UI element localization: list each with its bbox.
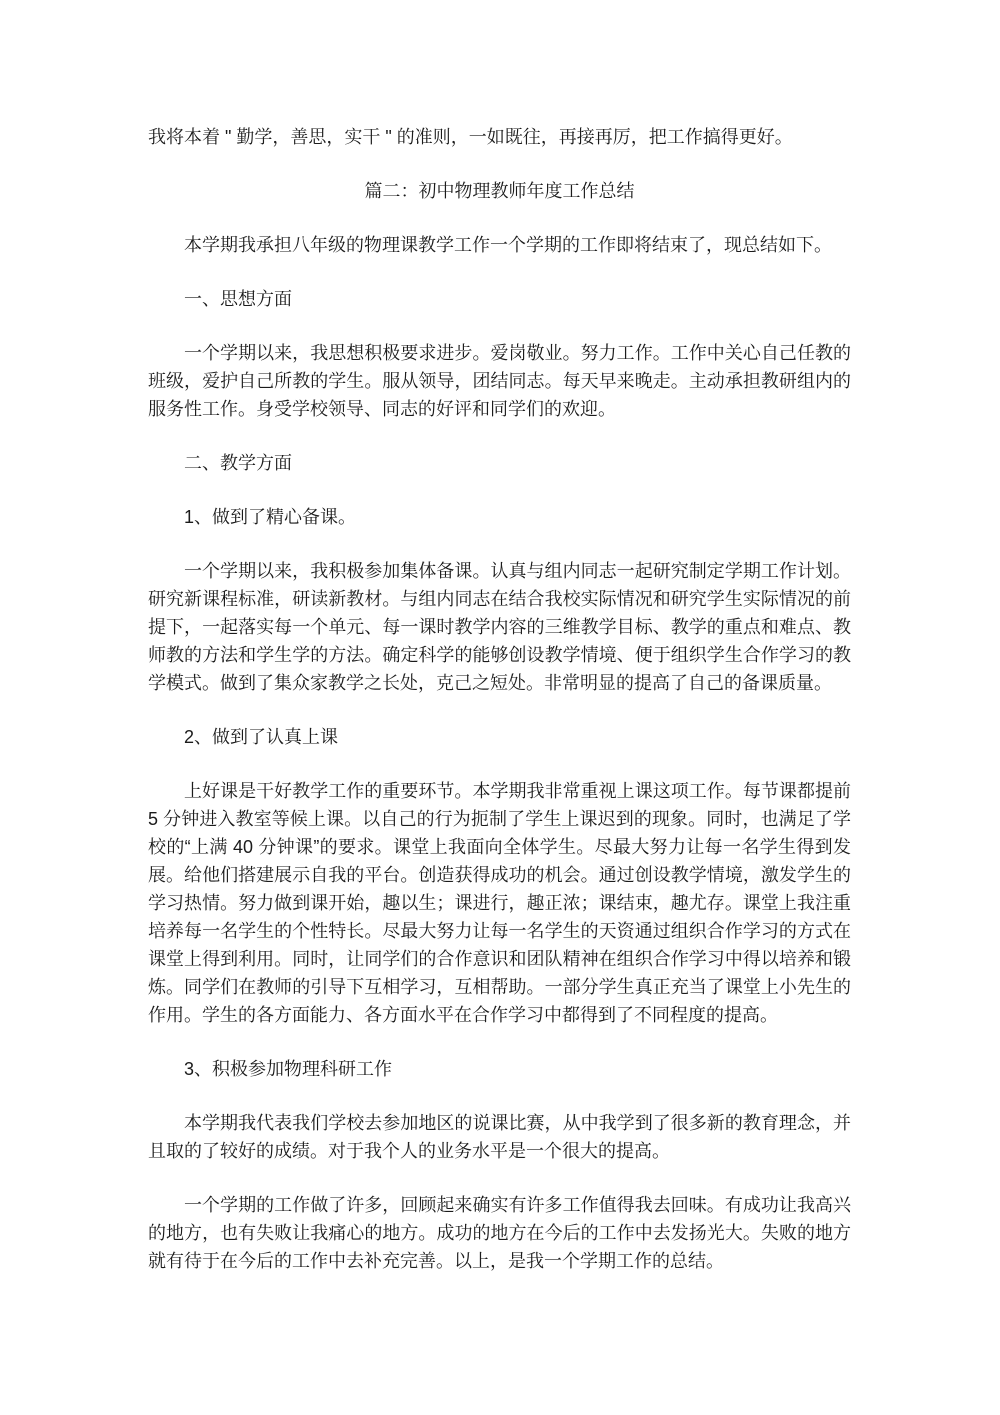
- paragraph-conclusion: 一个学期的工作做了许多，回顾起来确实有许多工作值得我去回味。有成功让我高兴的地方，也有失败让我痛心的地方。成功的地方在今后的工作中去发扬光大。失败的地方就有待于在今后的工作中去补充完善。以上，是我一个学期工作的总结。: [148, 1195, 851, 1271]
- subsection-heading-class-teaching: 2、做到了认真上课: [184, 727, 339, 747]
- section-heading-thought: 一、思想方面: [184, 289, 292, 309]
- section-heading-teaching: 二、教学方面: [184, 453, 292, 473]
- chapter-heading: 篇二：初中物理教师年度工作总结: [364, 181, 635, 201]
- paragraph-research: 本学期我代表我们学校去参加地区的说课比赛，从中我学到了很多新的教育理念，并且取的了较好的成绩。对于我个人的业务水平是一个很大的提高。: [148, 1113, 851, 1161]
- subsection-heading-lesson-prep: 1、做到了精心备课。: [184, 507, 357, 527]
- document-content: [148, 123, 851, 1301]
- subsection-heading-research: 3、积极参加物理科研工作: [184, 1059, 393, 1079]
- paragraph-thought: 一个学期以来，我思想积极要求进步。爱岗敬业。努力工作。工作中关心自己任教的班级，爱护自己所教的学生。服从领导，团结同志。每天早来晚走。主动承担教研组内的服务性工作。身受学校领导、同志的好评和同学们的欢迎。: [148, 343, 851, 419]
- paragraph-continuation: 我将本着 " 勤学，善思，实干 " 的准则，一如既往，再接再厉，把工作搞得更好。: [148, 127, 793, 147]
- paragraph-lesson-prep: 一个学期以来，我积极参加集体备课。认真与组内同志一起研究制定学期工作计划。研究新课程标准，研读新教材。与组内同志在结合我校实际情况和研究学生实际情况的前提下，一起落实每一个单元、每一课时教学内容的三维教学目标、教学的重点和难点、教师教的方法和学生学的方法。确定科学的能够创设教学情境、便于组织学生合作学习的教学模式。做到了集众家教学之长处，克己之短处。非常明显的提高了自己的备课质量。: [148, 561, 851, 693]
- paragraph-class-teaching: 上好课是干好教学工作的重要环节。本学期我非常重视上课这项工作。每节课都提前 5 分钟进入教室等候上课。以自己的行为扼制了学生上课迟到的现象。同时，也满足了学校的“上满 40 分钟课”的要求。课堂上我面向全体学生。尽最大努力让每一名学生得到发展。给他们搭建展示自我的平台。创造获得成功的机会。通过创设教学情境，激发学生的学习热情。努力做到课开始，趣以生；课进行，趣正浓；课结束，趣尤存。课堂上我注重培养每一名学生的个性特长。尽最大努力让每一名学生的天资通过组织合作学习的方式在课堂上得到利用。同时，让同学们的合作意识和团队精神在组织合作学习中得以培养和锻炼。同学们在教师的引导下互相学习，互相帮助。一部分学生真正充当了课堂上小先生的作用。学生的各方面能力、各方面水平在合作学习中都得到了不同程度的提高。: [148, 781, 851, 1025]
- paragraph-intro: 本学期我承担八年级的物理课教学工作一个学期的工作即将结束了，现总结如下。: [184, 235, 832, 255]
